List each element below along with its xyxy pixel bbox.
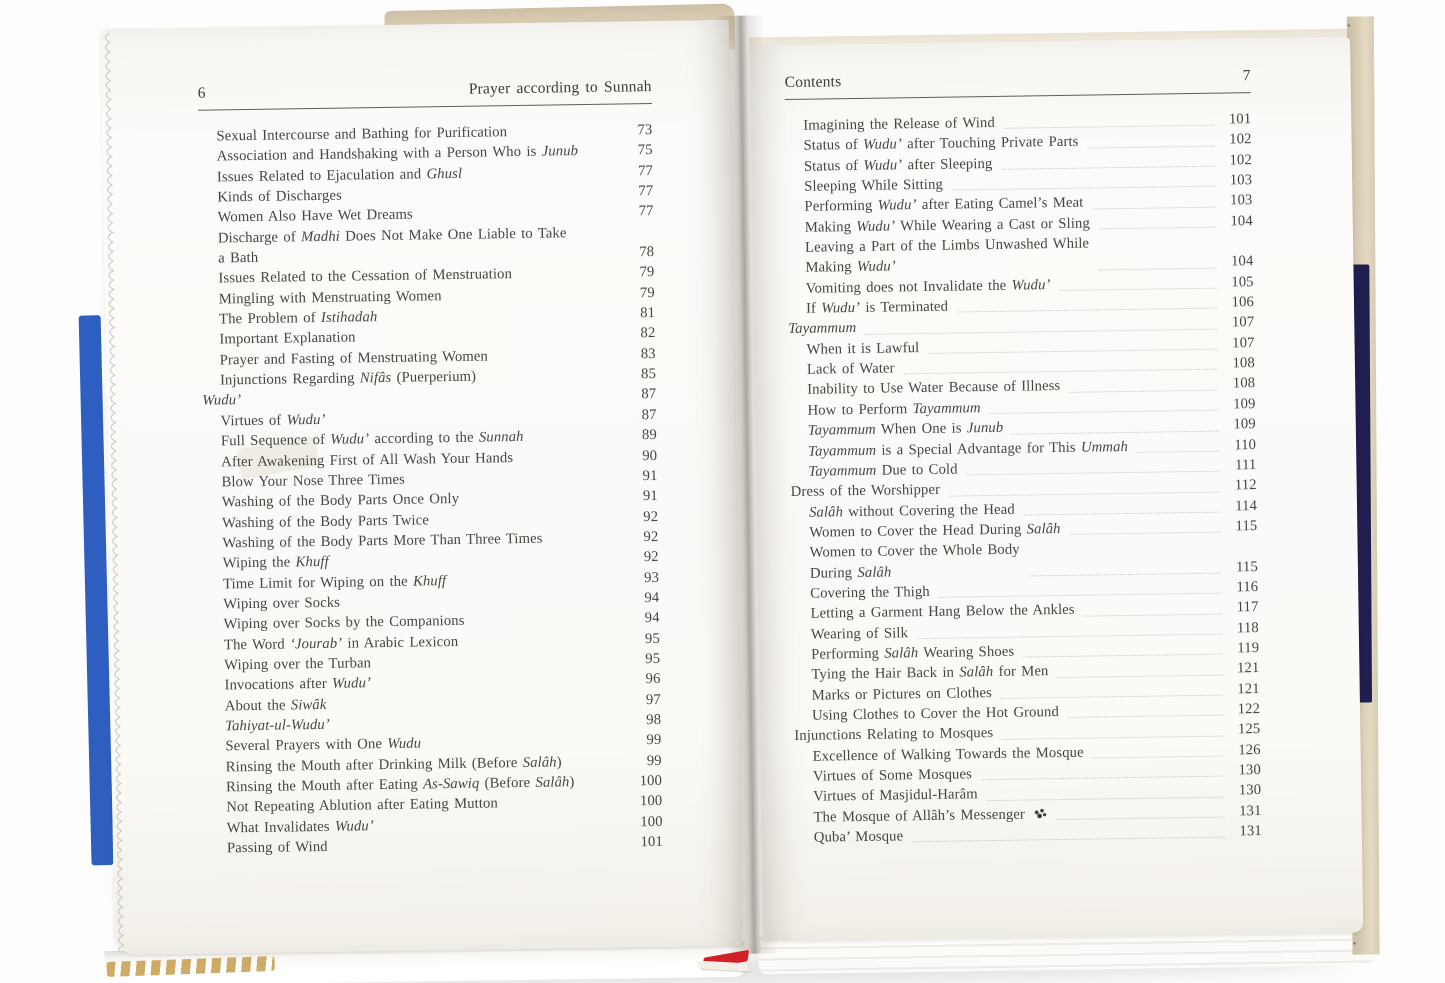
dot-leader <box>552 543 622 545</box>
toc-entry-page: 106 <box>1231 294 1255 311</box>
toc-entry-title: What Invalidates Wudu’ <box>226 817 374 837</box>
toc-entry-page: 96 <box>645 671 661 688</box>
toc-entry-title: After Awakening First of All Wash Your Hands <box>221 449 514 470</box>
toc-entry-title: Making Wudu’ While Wearing a Cast or Sling <box>804 215 1090 236</box>
toc-entry-title: Wiping over Socks <box>223 594 341 613</box>
toc-entry-page: 130 <box>1238 762 1262 779</box>
dot-leader <box>1092 206 1215 209</box>
dot-leader <box>1070 532 1221 535</box>
toc-left <box>198 120 663 859</box>
toc-entry-title: Full Sequence of Wudu’ according to the Sunnah <box>220 429 524 450</box>
toc-entry-page: 77 <box>637 162 654 179</box>
dot-leader <box>471 177 616 180</box>
toc-entry-title: Using Clothes to Cover the Hot Ground <box>811 704 1060 724</box>
running-title: Prayer according to Sunnah <box>468 78 652 98</box>
toc-entry-title: Leaving a Part of the Limbs Unwashed While Making Wudu’ <box>804 235 1090 277</box>
toc-entry-page: 100 <box>639 772 663 790</box>
toc-entry-title: Time Limit for Wiping on the Khuff <box>222 572 447 592</box>
toc-entry-title: Quba’ Mosque <box>813 828 904 846</box>
toc-entry-page: 101 <box>640 833 664 851</box>
right-page <box>750 37 1363 942</box>
toc-entry-page: 119 <box>1237 639 1260 657</box>
toc-entry-page: 75 <box>637 142 653 159</box>
toc-entry-page: 92 <box>643 549 659 566</box>
dot-leader <box>1099 227 1216 230</box>
toc-entry-page: 77 <box>638 183 654 200</box>
dot-leader <box>335 421 620 426</box>
toc-entry-page: 103 <box>1229 192 1253 209</box>
toc-entry-page: 114 <box>1235 497 1258 514</box>
toc-entry-page: 89 <box>641 427 657 444</box>
contents-title: Contents <box>784 73 842 92</box>
toc-entry-title: Tayammum is a Special Advantage for This Ummah <box>808 438 1129 460</box>
toc-entry-title: If Wudu’ is Terminated <box>805 298 949 317</box>
dot-leader <box>1093 756 1224 759</box>
dot-leader <box>365 339 619 344</box>
dot-leader <box>351 197 616 202</box>
prophet-honorific-glyph <box>1032 807 1046 819</box>
toc-entry-page: 103 <box>1229 172 1253 189</box>
toc-entry-page: 82 <box>640 325 656 342</box>
dot-leader <box>422 217 617 221</box>
dot-leader <box>957 308 1217 313</box>
toc-entry-page: 108 <box>1232 355 1255 372</box>
dot-leader <box>485 380 619 383</box>
toc-entry-title: Imagining the Release of Wind <box>803 114 995 134</box>
dot-leader <box>576 258 617 260</box>
dot-leader <box>451 299 618 302</box>
toc-entry-title: Several Prayers with One Wudu <box>225 735 422 755</box>
toc-entry-page: 100 <box>640 813 663 830</box>
toc-entry-page: 131 <box>1239 823 1262 840</box>
toc-entry-title: Covering the Thigh <box>810 583 930 602</box>
dot-leader <box>430 746 624 750</box>
toc-entry-page: 109 <box>1233 416 1256 433</box>
toc-entry-page: 104 <box>1230 253 1254 270</box>
dot-leader <box>1068 715 1223 718</box>
dot-leader <box>383 828 626 833</box>
dot-leader <box>1024 511 1220 515</box>
toc-entry-title: Kinds of Discharges <box>217 187 342 206</box>
toc-entry-title: How to Perform Tayammum <box>807 399 981 419</box>
dot-leader <box>438 522 621 526</box>
toc-entry-page: 115 <box>1235 517 1258 535</box>
toc-entry-title: Vomiting does not Invalidate the Wudu’ <box>805 276 1051 297</box>
toc-entry-title: The Word ‘Jourab’ in Arabic Lexicon <box>223 633 459 654</box>
dot-leader <box>583 787 625 789</box>
page-number-left: 6 <box>197 84 206 102</box>
toc-entry-title: Women to Cover the Head During Salâh <box>809 520 1061 541</box>
toc-entry-page: 91 <box>642 488 658 505</box>
toc-entry-page: 109 <box>1233 395 1256 413</box>
toc-entry-title: Excellence of Walking Towards the Mosque <box>812 744 1084 765</box>
toc-entry-page: 95 <box>644 630 661 647</box>
toc-entry-title: Injunctions Relating to Mosques <box>794 725 994 745</box>
toc-entry-page: 102 <box>1229 131 1252 148</box>
bookmark-ribbon-fold <box>697 961 750 972</box>
dot-leader <box>380 685 624 690</box>
dot-leader <box>1002 735 1223 739</box>
toc-entry-title: Important Explanation <box>219 329 356 348</box>
toc-entry-title: Tayammum When One is Junub <box>807 419 1004 439</box>
toc-entry-page: 126 <box>1238 741 1261 759</box>
toc-entry-page: 90 <box>642 447 658 464</box>
toc-entry-page: 110 <box>1234 436 1257 453</box>
toc-entry <box>787 231 1254 279</box>
toc-entry-page: 112 <box>1234 477 1257 494</box>
dot-leader <box>1012 430 1219 434</box>
toc-entry-page: 107 <box>1232 334 1255 352</box>
dot-leader <box>533 441 620 443</box>
toc-entry-title: About the Siwâk <box>224 696 327 715</box>
toc-entry-title: Inability to Use Water Because of Illness <box>807 378 1061 399</box>
toc-entry-title: Sexual Intercourse and Bathing for Purification <box>216 124 508 145</box>
dot-leader <box>928 349 1217 354</box>
toc-entry-title: Tahiyat-ul-Wudu’ <box>225 716 330 735</box>
toc-entry-page: 91 <box>642 467 658 485</box>
toc-entry-title: Performing Wudu’ after Eating Camel’s Meat <box>804 194 1084 216</box>
dot-leader <box>521 278 617 280</box>
dot-leader <box>939 593 1221 598</box>
dot-leader <box>380 665 623 670</box>
toc-entry-page: 118 <box>1236 619 1259 636</box>
toc-entry-title: Virtues of Wudu’ <box>220 411 326 430</box>
dot-leader <box>414 482 621 486</box>
dot-leader <box>1060 288 1217 291</box>
dot-leader <box>1001 166 1214 170</box>
toc-entry-page: 122 <box>1237 701 1261 718</box>
toc-entry-page: 97 <box>645 691 661 708</box>
toc-entry-page: 99 <box>646 732 662 749</box>
dot-leader <box>987 796 1224 801</box>
dot-leader <box>1056 817 1224 820</box>
toc-entry-page: 94 <box>644 610 660 627</box>
toc-entry-page: 125 <box>1237 721 1261 738</box>
dot-leader <box>474 624 623 627</box>
toc-entry-page: 92 <box>643 508 659 525</box>
toc-entry-title: Washing of the Body Parts More Than Three Times <box>222 530 543 552</box>
toc-entry-title: Issues Related to the Cessation of Menstruation <box>218 266 513 287</box>
toc-entry-title: Mingling with Menstruating Women <box>218 287 442 308</box>
toc-entry-page: 95 <box>645 650 661 668</box>
dot-leader <box>455 583 622 586</box>
toc-entry-page: 94 <box>644 589 660 607</box>
toc-entry-title: Lack of Water <box>806 360 895 378</box>
toc-entry-page: 121 <box>1236 660 1260 677</box>
dot-leader <box>349 604 622 609</box>
toc-entry-page: 101 <box>1228 111 1252 128</box>
dot-leader <box>912 837 1225 843</box>
toc-entry-page: 98 <box>646 711 662 729</box>
dot-leader <box>1029 573 1221 577</box>
toc-entry-title: Performing Salâh Wearing Shoes <box>811 643 1015 663</box>
dot-leader <box>1058 674 1223 677</box>
dot-leader <box>468 502 621 505</box>
toc-entry-title: Women to Cover the Whole Body During Salâh <box>809 541 1020 582</box>
left-page-header <box>198 78 652 111</box>
dot-leader <box>1137 450 1219 452</box>
dot-leader <box>1004 125 1214 129</box>
toc-entry-title: Letting a Garment Hang Below the Ankles <box>810 602 1075 622</box>
dot-leader <box>1023 654 1222 658</box>
toc-entry-title: Rinsing the Mouth after Drinking Milk (Before Salâh) <box>225 754 562 776</box>
toc-entry-title: Tayammum Due to Cold <box>808 461 958 480</box>
toc-entry-title: Wearing of Silk <box>810 624 909 643</box>
toc-entry-page: 99 <box>646 752 662 769</box>
toc-entry-title: Virtues of Some Mosques <box>812 766 972 785</box>
dot-leader <box>522 461 620 463</box>
toc-right <box>785 109 1262 848</box>
toc-entry-page: 87 <box>641 406 657 424</box>
dot-leader <box>336 705 624 710</box>
toc-entry-title: Status of Wudu’ after Sleeping <box>803 155 993 175</box>
toc-entry-title: The Mosque of Allâh’s Messenger <box>795 804 1047 828</box>
toc-entry-page: 87 <box>641 386 657 403</box>
toc-entry-title: Prayer and Fasting of Menstruating Women <box>219 348 489 369</box>
dot-leader <box>1084 613 1222 616</box>
dot-leader <box>339 726 624 731</box>
toc-entry-page: 81 <box>640 305 656 322</box>
dot-leader <box>467 644 623 647</box>
toc-entry <box>200 222 655 269</box>
toc-entry-page: 93 <box>643 569 660 586</box>
toc-entry-title: Dress of the Worshipper <box>790 481 941 501</box>
right-page-header <box>785 67 1251 100</box>
dot-leader <box>1001 695 1223 699</box>
toc-entry-page: 78 <box>639 244 655 261</box>
dot-leader <box>516 136 615 138</box>
dot-leader <box>337 848 626 853</box>
dot-leader <box>497 360 619 363</box>
left-page <box>101 20 743 955</box>
toc-entry-page: 92 <box>643 528 659 546</box>
toc-entry-page: 83 <box>640 345 656 362</box>
toc-entry-page: 130 <box>1238 782 1262 799</box>
toc-entry-page: 100 <box>639 793 663 810</box>
toc-entry-title: Rinsing the Mouth after Eating As-Sawiq (Before Salâh) <box>225 774 575 796</box>
toc-entry-title: Virtues of Masjidul-Harâm <box>813 786 978 806</box>
toc-entry-page: 79 <box>639 284 655 301</box>
toc-entry-title: Invocations after Wudu’ <box>224 675 372 694</box>
toc-entry-page: 131 <box>1239 802 1262 820</box>
toc-entry-page: 107 <box>1231 314 1255 331</box>
toc-entry-title: Association and Handshaking with a Person Who is Junub <box>216 143 579 165</box>
dot-leader <box>990 410 1219 414</box>
toc-entry <box>791 536 1258 584</box>
toc-entry-title: Tayammum <box>788 320 857 338</box>
toc-entry-title: Washing of the Body Parts Once Only <box>221 491 460 511</box>
toc-entry-page: 77 <box>638 203 654 220</box>
dot-leader <box>587 156 616 157</box>
toc-entry-title: Tying the Hair Back in Salâh for Men <box>811 663 1049 683</box>
toc-entry-page: 79 <box>639 264 655 281</box>
dot-leader <box>1087 145 1214 148</box>
toc-entry-title: Marks or Pictures on Clothes <box>811 684 992 704</box>
dot-leader <box>952 186 1215 191</box>
toc-entry-title: Wiping over Socks by the Companions <box>223 613 465 633</box>
dot-leader <box>507 807 625 810</box>
bookmark-ribbon <box>696 949 752 976</box>
toc-entry-title: Discharge of Madhi Does Not Make One Liable to Take a Bath <box>217 225 567 267</box>
toc-entry-page: 73 <box>637 121 653 139</box>
toc-entry-title: Injunctions Regarding Nifâs (Puerperium) <box>219 368 477 389</box>
toc-entry-page: 117 <box>1236 599 1259 616</box>
toc-entry-title: Women Also Have Wet Dreams <box>217 206 413 226</box>
toc-entry-title: Wiping the Khuff <box>222 554 329 572</box>
dot-leader <box>981 776 1224 781</box>
dot-leader <box>338 563 622 568</box>
toc-entry-page: 105 <box>1231 273 1254 291</box>
toc-entry-page: 104 <box>1230 212 1253 230</box>
toc-entry-page: 116 <box>1236 578 1259 596</box>
toc-entry-title: Sleeping While Sitting <box>804 176 944 195</box>
toc-entry-page: 115 <box>1235 558 1259 575</box>
toc-entry-title: Passing of Wind <box>226 838 328 857</box>
dot-leader <box>1069 389 1218 392</box>
dot-leader <box>949 491 1220 496</box>
toc-entry-title: Salâh without Covering the Head <box>808 501 1015 521</box>
toc-entry-page: 102 <box>1229 151 1252 169</box>
toc-entry-title: The Problem of Istihadah <box>218 309 378 328</box>
toc-entry-title: Blow Your Nose Three Times <box>221 471 406 491</box>
dot-leader <box>1098 267 1216 270</box>
toc-entry-title: Wudu’ <box>202 392 242 410</box>
toc-entry-title: Wiping over the Turban <box>224 655 372 674</box>
toc-entry-page: 121 <box>1237 680 1260 698</box>
dot-leader <box>967 471 1220 476</box>
dot-leader <box>386 319 618 323</box>
dot-leader <box>571 766 625 768</box>
toc-entry-page: 108 <box>1232 375 1256 392</box>
toc-entry-title: Not Repeating Ablution after Eating Mutton <box>226 795 498 816</box>
toc-entry-page: 111 <box>1235 456 1257 474</box>
toc-entry-title: Status of Wudu’ after Touching Private Parts <box>803 134 1079 155</box>
page-number-right: 7 <box>1242 67 1251 85</box>
toc-entry-page: 85 <box>640 366 657 383</box>
toc-entry-title: Washing of the Body Parts Twice <box>222 511 429 531</box>
toc-entry-title: Issues Related to Ejaculation and Ghusl <box>216 165 463 186</box>
toc-entry-title: When it is Lawful <box>806 339 920 358</box>
